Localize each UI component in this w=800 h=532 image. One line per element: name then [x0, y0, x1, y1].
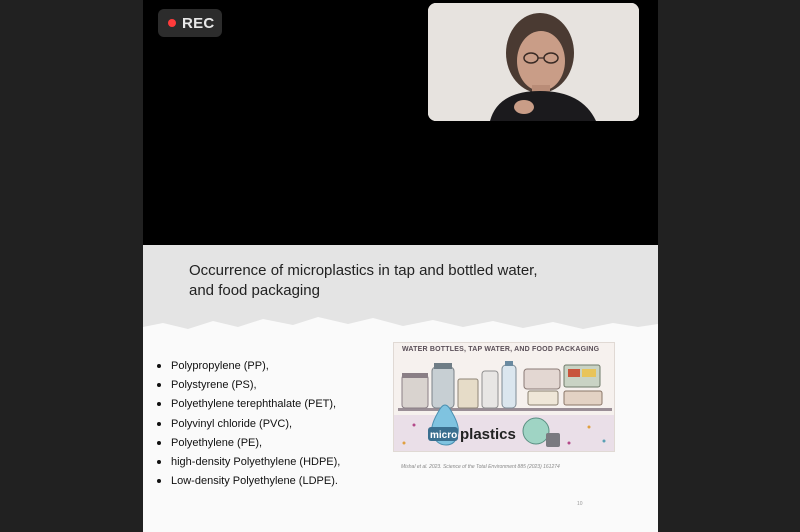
- bullet-item: Polyethylene terephthalate (PET),: [157, 395, 340, 414]
- record-dot-icon: [168, 19, 176, 27]
- microplastics-figure: [393, 342, 615, 452]
- figure-title: WATER BOTTLES, TAP WATER, AND FOOD PACKAGING: [402, 346, 600, 353]
- participant-video-feed: [428, 3, 639, 121]
- participant-video-tile[interactable]: [428, 3, 639, 121]
- bullet-item: Polystyrene (PS),: [157, 376, 340, 395]
- bullet-item: high-density Polyethylene (HDPE),: [157, 453, 340, 472]
- presentation-slide: [143, 245, 658, 532]
- slide-title-line-2: and food packaging: [189, 282, 320, 299]
- left-letterbox: [0, 0, 143, 532]
- figure-logo-plastics: plastics: [460, 426, 516, 443]
- recording-label: REC: [182, 14, 215, 32]
- slide-paper-tear: [143, 297, 658, 347]
- figure-logo-micro: micro: [430, 430, 458, 441]
- bullet-item: Polyvinyl chloride (PVC),: [157, 415, 340, 434]
- bullet-item: Polypropylene (PP),: [157, 357, 340, 376]
- bullet-item: Low-density Polyethylene (LDPE).: [157, 472, 340, 491]
- right-letterbox: [658, 0, 800, 532]
- figure-citation: Mishal et al. 2023. Science of the Total Environment 885 (2023) 161274: [401, 464, 560, 470]
- bullet-item: Polyethylene (PE),: [157, 434, 340, 453]
- slide-title: [189, 261, 629, 301]
- slide-page-number: 10: [577, 501, 583, 507]
- recording-indicator[interactable]: [158, 9, 222, 37]
- slide-title-line-1: Occurrence of microplastics in tap and bottled water,: [189, 262, 538, 279]
- microplastics-illustration: [394, 353, 615, 452]
- polymer-bullet-list: [157, 357, 340, 491]
